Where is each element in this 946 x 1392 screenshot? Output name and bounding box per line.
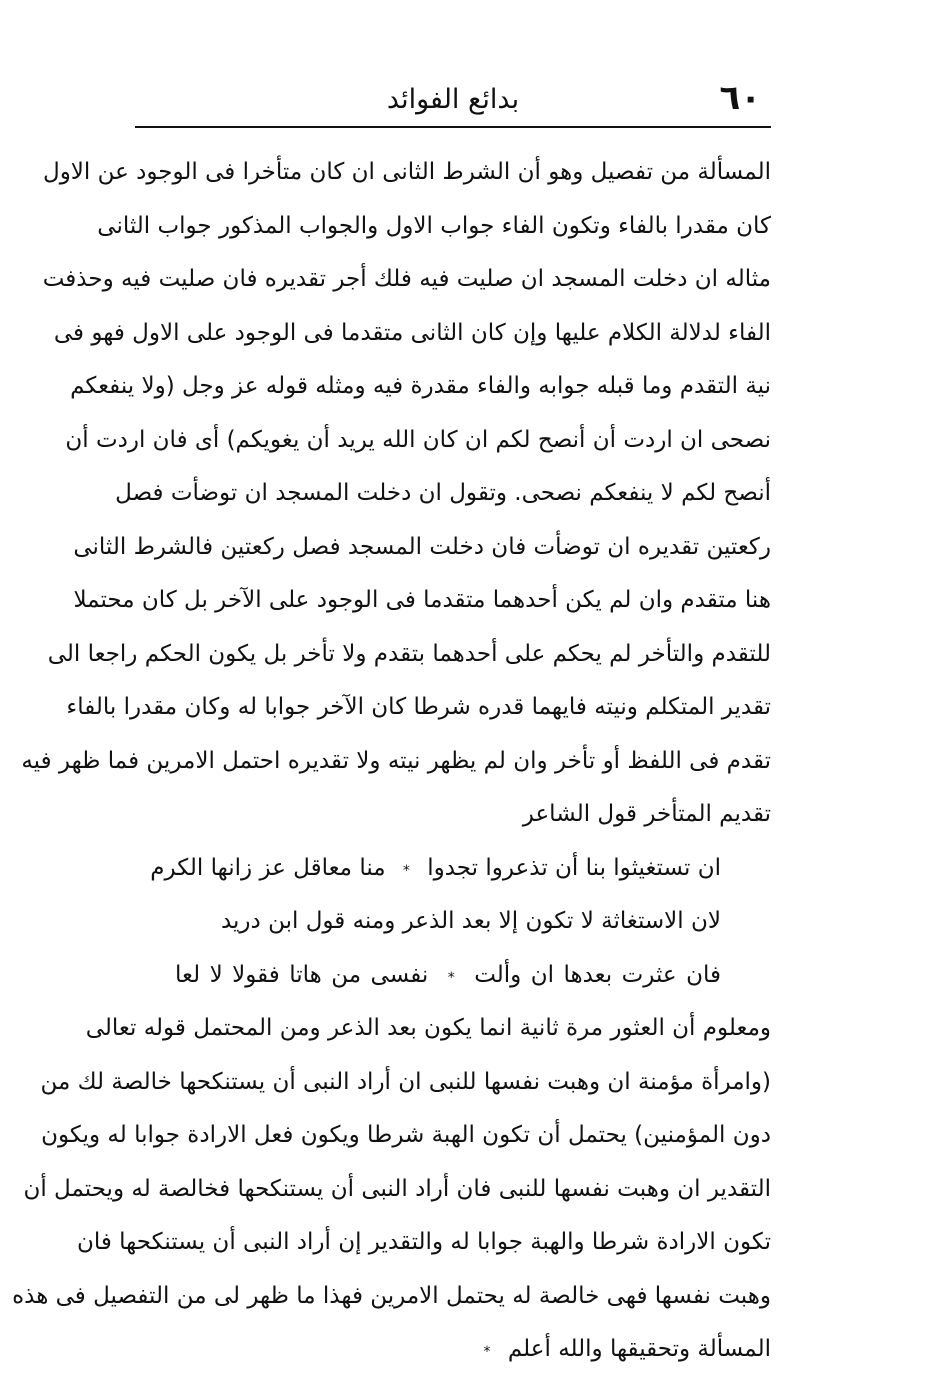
verse-second-hemistich: منا معاقل عز زانها الكرم	[150, 854, 386, 881]
text-line: نية التقدم وما قبله جوابه والفاء مقدرة فيه ومثله قوله عز وجل (ولا ينفعكم	[70, 373, 771, 399]
text-line: تقدير المتكلم ونيته فايهما قدره شرطا كان الآخر جوابا له وكان مقدرا بالفاء	[66, 694, 771, 720]
verse-second-hemistich: نفسى من هاتا فقولا لا لعا	[175, 961, 429, 988]
text-line: كان مقدرا بالفاء وتكون الفاء جواب الاول والجواب المذكور جواب الثانى	[97, 212, 771, 239]
text-line: نصحى ان اردت أن أنصح لكم ان كان الله يريد أن يغويكم) أى فان اردت أن	[65, 426, 771, 453]
text-line: تكون الارادة شرطا والهبة جوابا له والتقدير إن أراد النبى أن يستنكحها فان	[76, 1229, 771, 1255]
text-line: الفاء لدلالة الكلام عليها وإن كان الثانى متقدما فى الوجود على الاول فهو فى	[53, 319, 771, 346]
text-line: للتقدم والتأخر لم يحكم على أحدهما بتقدم ولا تأخر بل يكون الحكم راجعا الى	[47, 640, 771, 667]
text-line	[135, 1323, 771, 1377]
verse-first-hemistich: ان تستغيثوا بنا أن تذعروا تجدوا	[427, 854, 721, 881]
verse-separator: *	[402, 862, 410, 879]
page-header	[135, 78, 771, 126]
text-line: (وامرأة مؤمنة ان وهبت نفسها للنبى ان أراد النبى أن يستنكحها خالصة لك من	[40, 1068, 771, 1095]
poetry-verse	[135, 842, 771, 896]
text-line: ركعتين تقديره ان توضأت فان دخلت المسجد فصل ركعتين فالشرط الثانى	[73, 533, 771, 560]
closing-text: المسألة وتحقيقها والله أعلم	[507, 1336, 771, 1362]
text-line: التقدير ان وهبت نفسها للنبى فان أراد النبى أن يستنكحها فخالصة له ويحتمل أن	[23, 1175, 771, 1202]
text-line: تقديم المتأخر قول الشاعر	[522, 801, 771, 827]
text-line: وهبت نفسها فهى خالصة له يحتمل الامرين فهذا ما ظهر لى من التفصيل فى هذه	[12, 1282, 771, 1309]
page-number: ٦٠	[719, 78, 761, 118]
header-rule	[135, 126, 771, 128]
text-line: المسألة من تفصيل وهو أن الشرط الثانى ان كان متأخرا فى الوجود عن الاول	[42, 159, 771, 185]
text-line: مثاله ان دخلت المسجد ان صليت فيه فلك أجر تقديره فان صليت فيه وحذفت	[42, 266, 771, 292]
verse-separator: *	[447, 969, 455, 986]
poetry-verse	[135, 949, 771, 1003]
running-title: بدائع الفوائد	[386, 84, 520, 115]
text-line: ومعلوم أن العثور مرة ثانية انما يكون بعد الذعر ومن المحتمل قوله تعالى	[85, 1015, 771, 1041]
verse-first-hemistich: فان عثرت بعدها ان وألت	[474, 961, 721, 988]
text-line: تقدم فى اللفظ أو تأخر وان لم يظهر نيته ولا تقديره احتمل الامرين فما ظهر فيه	[21, 747, 771, 774]
text-line: أنصح لكم لا ينفعكم نصحى. وتقول ان دخلت المسجد ان توضأت فصل	[115, 480, 771, 506]
page-body	[12, 146, 771, 1377]
text-line: هنا متقدم وان لم يكن أحدهما متقدما فى الوجود على الآخر بل كان محتملا	[73, 587, 771, 613]
indented-text-line: لان الاستغاثة لا تكون إلا بعد الذعر ومنه قول ابن دريد	[220, 908, 721, 934]
end-mark: *	[483, 1344, 491, 1360]
text-line: دون المؤمنين) يحتمل أن تكون الهبة شرطا ويكون فعل الارادة جوابا له ويكون	[41, 1122, 771, 1148]
